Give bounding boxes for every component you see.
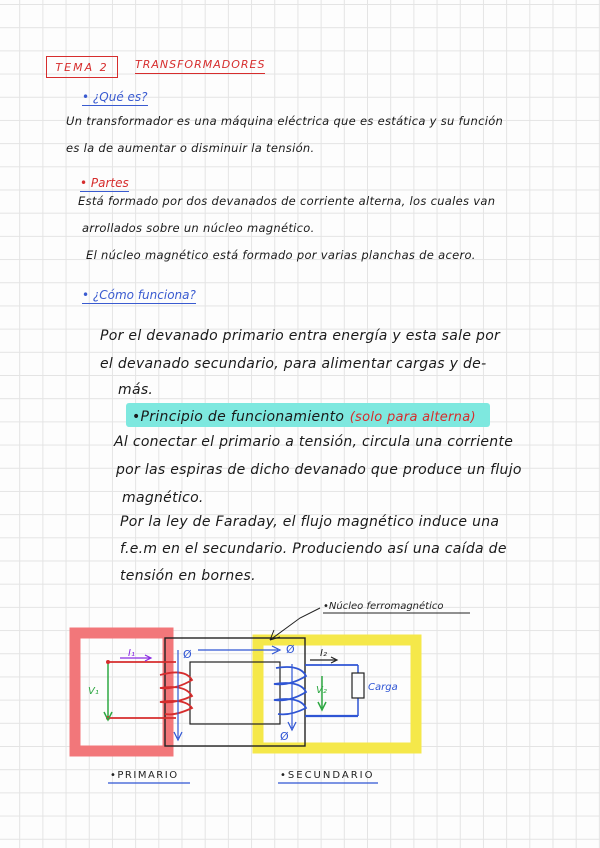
- partes-line-2: arrollados sobre un núcleo magnético.: [82, 221, 315, 235]
- secondary-coil: [274, 667, 306, 714]
- phi-label-left: Ø: [183, 648, 192, 661]
- partes-line-1: Está formado por dos devanados de corriente alterna, los cuales van: [78, 194, 496, 208]
- que-es-line-2: es la de aumentar o disminuir la tensión.: [66, 141, 315, 155]
- tema-box: [46, 56, 118, 78]
- core-inner: [190, 662, 280, 724]
- partes-line-3: El núcleo magnético está formado por varias planchas de acero.: [86, 248, 476, 262]
- principio-line-6: tensión en bornes.: [120, 568, 256, 584]
- funciona-line-3: más.: [118, 382, 154, 398]
- heading-que-es: • ¿Qué es?: [82, 90, 148, 104]
- page-title: TRANSFORMADORES: [135, 58, 265, 74]
- heading-como-funciona: • ¿Cómo funciona?: [82, 288, 196, 302]
- funciona-line-2: el devanado secundario, para alimentar cargas y de-: [100, 356, 487, 372]
- phi-label-bottom: Ø: [280, 730, 289, 743]
- principio-line-2: por las espiras de dicho devanado que produce un flujo: [116, 462, 522, 478]
- i2-label: I₂: [320, 648, 327, 659]
- i1-label: I₁: [128, 648, 135, 659]
- principio-line-5: f.e.m en el secundario. Produciendo así una caída de: [120, 541, 507, 557]
- transformer-diagram: [0, 600, 600, 848]
- principio-heading-row: [132, 406, 476, 425]
- load-resistor: [352, 673, 364, 698]
- principio-note: (solo para alterna): [349, 410, 476, 425]
- principio-line-4: Por la ley de Faraday, el flujo magnético induce una: [120, 514, 500, 530]
- que-es-line-1: Un transformador es una máquina eléctrica que es estática y su función: [66, 114, 504, 128]
- nucleo-label: •Núcleo ferromagnético: [323, 601, 444, 612]
- primario-label: •PRIMARIO: [110, 770, 179, 781]
- primary-terminal-top: [106, 660, 110, 664]
- v2-label: V₂: [316, 685, 327, 696]
- carga-label: Carga: [368, 682, 398, 693]
- phi-label-top: Ø: [286, 643, 295, 656]
- heading-partes: • Partes: [80, 176, 129, 190]
- funciona-line-1: Por el devanado primario entra energía y esta sale por: [100, 328, 501, 344]
- principio-heading: •Principio de funcionamiento: [132, 409, 345, 425]
- principio-line-1: Al conectar el primario a tensión, circula una corriente: [114, 434, 514, 450]
- v1-label: V₁: [88, 686, 99, 697]
- tema-label: TEMA 2: [55, 60, 109, 74]
- secundario-label: •SECUNDARIO: [280, 770, 375, 781]
- principio-line-3: magnético.: [122, 490, 204, 506]
